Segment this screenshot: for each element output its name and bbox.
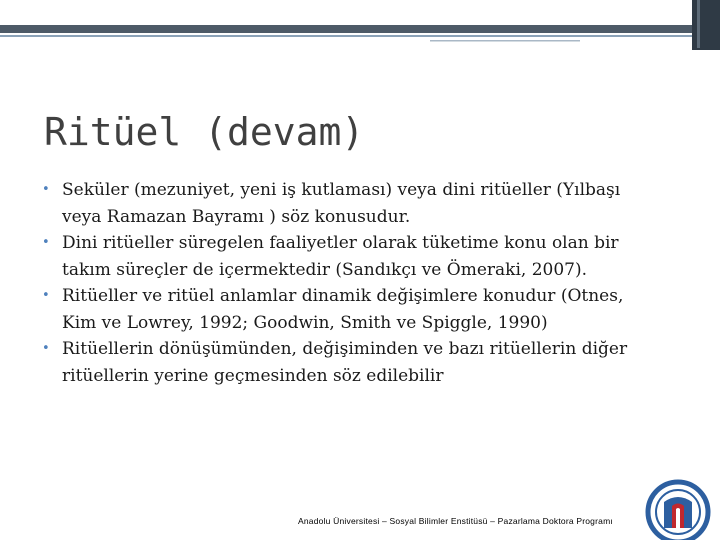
university-logo-icon — [642, 478, 714, 540]
bullet-dot-icon: • — [42, 288, 50, 303]
slide-title: Ritüel (devam) — [44, 110, 365, 154]
top-bar-thin-line — [430, 40, 580, 42]
bullet-dot-icon: • — [42, 341, 50, 356]
bullet-item — [40, 336, 660, 389]
top-decorative-bar — [0, 0, 720, 50]
top-right-block-divider — [697, 0, 700, 48]
top-bar-accent-line — [0, 35, 720, 37]
bullet-list — [40, 177, 660, 389]
slide-footer: Anadolu Üniversitesi – Sosyal Bilimler Enstitüsü – Pazarlama Doktora Programı — [298, 516, 613, 526]
top-bar-gap — [0, 33, 720, 35]
bullet-text: Ritüellerin dönüşümünden, değişiminden ve bazı ritüellerin diğer ritüellerin yerine geçmesinden söz edilebilir — [62, 339, 628, 386]
top-bar-stripe — [0, 25, 720, 33]
bullet-item — [40, 230, 660, 283]
bullet-dot-icon: • — [42, 182, 50, 197]
bullet-dot-icon: • — [42, 235, 50, 250]
bullet-text: Dini ritüeller süregelen faaliyetler olarak tüketime konu olan bir takım süreçler de içermektedir (Sandıkçı ve Ömeraki, 2007). — [62, 233, 619, 280]
top-right-block — [692, 0, 720, 50]
bullet-text: Seküler (mezuniyet, yeni iş kutlaması) veya dini ritüeller (Yılbaşı veya Ramazan Bayramı ) söz konusudur. — [62, 180, 621, 227]
logo-flame-core — [676, 508, 680, 528]
bullet-item — [40, 283, 660, 336]
bullet-text: Ritüeller ve ritüel anlamlar dinamik değişimlere konudur (Otnes, Kim ve Lowrey, 1992; Goodwin, Smith ve Spiggle, 1990) — [62, 286, 624, 333]
bullet-item — [40, 177, 660, 230]
